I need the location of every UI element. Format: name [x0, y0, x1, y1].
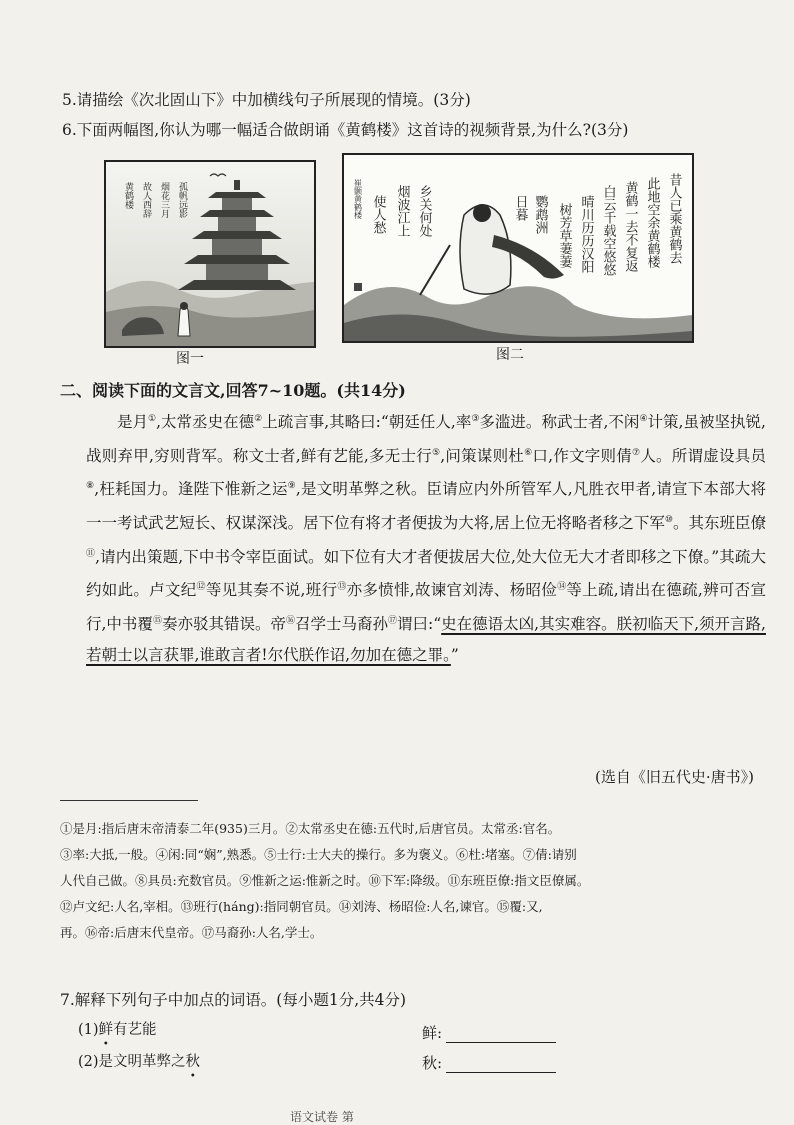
section-2-heading: 二、阅读下面的文言文,回答7~10题。(共14分) — [60, 381, 406, 400]
svg-text:烟波江上: 烟波江上 — [394, 185, 410, 237]
answer-line[interactable] — [446, 1028, 556, 1043]
underlined-sentence: 史在德语太凶,其实难容。朕初临天下,须开言路,若朝士以言获罪,谁敢言者!尔代朕作诏,勿加在德之罪。 — [86, 615, 766, 664]
classical-passage — [86, 404, 766, 670]
figure-1-caption: 图一 — [176, 351, 204, 367]
footnote-line: ③率:大抵,一般。④闲:同“娴”,熟悉。⑤士行:士大夫的操行。多为褒义。⑥杜:堵塞。⑦倩:请别 — [60, 847, 577, 862]
answer-blank-1[interactable]: 鲜: — [422, 1022, 556, 1043]
question-7-item-2: (2)是文明革弊之秋 — [78, 1054, 201, 1070]
passage-paragraph: 是月①,太常丞史在德②上疏言事,其略曰:“朝廷任人,率③多滥进。称武士者,不闲④计策,虽被坚执锐,战则弃甲,穷则背军。称文士者,鲜有艺能,多无士行⑤,问策谋则杜⑥口,作文字则倩⑦人。所谓虚设具员⑧,枉耗国力。逢陛下惟新之运⑨,是文明革弊之秋。臣请应内外所管军人,凡胜衣甲者,请宣下本部大将一一考试武艺短长、权谋深浅。居下位有将才者便拔为大将,居上位无将略者移之下军⑩。其东班臣僚⑪,请内出策题,下中书令宰臣面试。如下位有大才者便拔居大位,处大位无大才者即移之下僚。”其疏大约如此。卢文纪⑫等见其奏不说,班行⑬亦多愤悱,故谏官刘涛、杨昭俭⑭等上疏,请出在德疏,辨可否宣行,中书覆⑮奏亦驳其错误。帝⑯召学士马裔孙⑰谓曰:“史在德语太凶,其实难容。朕初临天下,须开言路,若朝士以言获罪,谁敢言者!尔代朕作诏,勿加在德之罪。” — [86, 413, 766, 664]
dotted-word: 鲜 — [98, 1022, 114, 1038]
question-7-item-1: (1)鲜有艺能 — [78, 1022, 157, 1038]
footnote-line: 再。⑯帝:后唐末代皇帝。⑰马裔孙:人名,学士。 — [60, 925, 323, 940]
svg-text:故人西辞: 故人西辞 — [141, 182, 151, 218]
footnote-line: ①是月:指后唐末帝清泰二年(935)三月。②太常丞史在德:五代时,后唐官员。太常丞:官名。 — [60, 821, 561, 836]
svg-text:此地空余黄鹤楼: 此地空余黄鹤楼 — [644, 177, 660, 268]
svg-text:崔颢黄鹤楼: 崔颢黄鹤楼 — [353, 179, 363, 219]
question-6: 6.下面两幅图,你认为哪一幅适合做朗诵《黄鹤楼》这首诗的视频背景,为什么?(3分) — [62, 121, 629, 139]
svg-text:树芳草萋萋: 树芳草萋萋 — [556, 203, 572, 268]
question-5: 5.请描绘《次北固山下》中加横线句子所展现的情境。(3分) — [62, 91, 471, 109]
svg-text:晴川历历汉阳: 晴川历历汉阳 — [578, 195, 594, 273]
figure-1-image — [104, 160, 316, 348]
footnote-line: ⑫卢文纪:人名,宰相。⑬班行(háng):指同朝官员。⑭刘涛、杨昭俭:人名,谏官。⑮覆:又, — [60, 899, 543, 914]
figure-2-image — [342, 153, 694, 343]
figure-2-caption: 图二 — [496, 347, 524, 363]
figure-2-painting — [344, 155, 692, 341]
svg-text:日暮: 日暮 — [512, 195, 528, 221]
svg-text:鹦鹉洲: 鹦鹉洲 — [532, 195, 548, 234]
footnotes — [60, 816, 772, 946]
svg-text:黄鹤楼: 黄鹤楼 — [123, 182, 133, 209]
footnote-line: 人代自己做。⑧具员:充数官员。⑨惟新之运:惟新之时。⑩下军:降级。⑪东班臣僚:指文臣僚属。 — [60, 873, 590, 888]
svg-text:黄鹤一去不复返: 黄鹤一去不复返 — [622, 181, 638, 272]
svg-text:昔人已乘黄鹤去: 昔人已乘黄鹤去 — [666, 173, 682, 264]
figure-1-painting — [106, 162, 314, 346]
question-7: 7.解释下列句子中加点的词语。(每小题1分,共4分) — [60, 991, 407, 1009]
answer-blank-2[interactable]: 秋: — [422, 1052, 556, 1073]
footnote-divider — [60, 800, 198, 801]
page-footer: 语文试卷 第 — [290, 1110, 354, 1124]
passage-source: (选自《旧五代史·唐书》) — [595, 768, 754, 786]
svg-text:烟花三月: 烟花三月 — [159, 182, 169, 218]
svg-text:使人愁: 使人愁 — [370, 195, 386, 234]
svg-text:乡关何处: 乡关何处 — [416, 185, 432, 237]
svg-text:孤帆远影: 孤帆远影 — [177, 182, 187, 218]
svg-text:白云千载空悠悠: 白云千载空悠悠 — [600, 185, 616, 276]
dotted-word: 秋 — [185, 1054, 201, 1070]
answer-line[interactable] — [446, 1058, 556, 1073]
